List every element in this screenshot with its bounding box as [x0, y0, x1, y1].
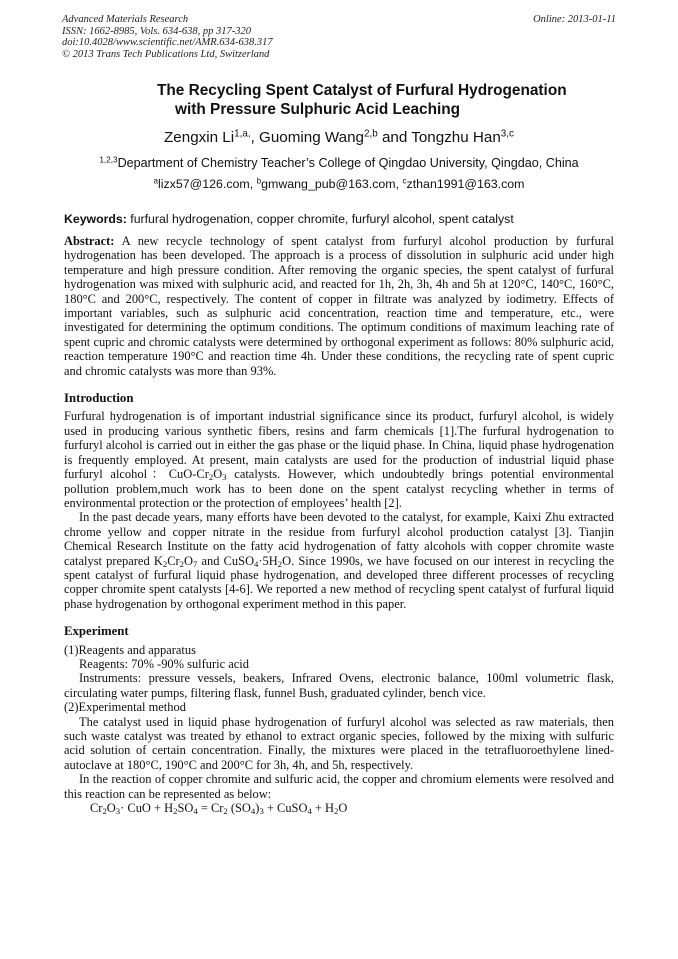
equation-term: O	[338, 801, 348, 816]
subscript: 4	[250, 806, 256, 817]
text-run: O. Since 1990s, we have focused on our interest in recycling the spent catalyst of furfural liquid phase hydrogenation, and developed three different processes of recycling copper chromite spent catalysts [4-6]. We reported a new method of recycling spent catalyst of furfural liquid phase hydrogenation by orthogonal experiment method in this paper.	[64, 553, 614, 611]
journal-name: Advanced Materials Research	[62, 14, 189, 25]
author-emails	[0, 177, 678, 191]
affiliation	[0, 156, 678, 170]
introduction-paragraph-2	[64, 510, 614, 611]
experiment-item-2: (2)Experimental method	[64, 700, 186, 715]
subscript: 4	[193, 806, 198, 817]
experiment-paragraph-2: In the reaction of copper chromite and sulfuric acid, the copper and chromium elements were resolved and this reaction can be represented as below:	[64, 772, 614, 801]
text-run: O	[213, 467, 223, 482]
introduction-heading: Introduction	[64, 391, 134, 406]
text-run: O	[183, 553, 193, 568]
paper-body	[64, 234, 614, 815]
title-line-1: The Recycling Spent Catalyst of Furfural Hydrogenation	[157, 82, 567, 99]
introduction-paragraph-1	[64, 409, 614, 510]
journal-header	[62, 14, 616, 60]
text-run: In the past decade years, many efforts have been devoted to the catalyst, for example, Kaixi Zhu extracted chrome yellow and copper nitrate in the residue from furfuryl alcohol production catalyst [3]. Tianjin Chemical Research Institute on the fatty acid hydrogenation of fatty alcohols with copper chromite waste catalyst prepared K	[64, 510, 614, 568]
keywords	[64, 212, 616, 226]
subscript: 2	[334, 806, 339, 817]
abstract-label: Abstract:	[64, 234, 115, 248]
subscript: 3	[115, 806, 121, 817]
reaction-equation	[64, 801, 614, 815]
subscript: 2	[179, 558, 184, 569]
text-run: Furfural hydrogenation is of important industrial significance since its product, furfuryl alcohol, is widely used in producing various synthetic fibers, resins and farm chemicals [1].The furfural hydrogenation to furfuryl alcohol is carried out in either the gas phase or the liquid phase. In China, liquid phase hydrogenation is frequently employed. At present, main catalysts are used for the production of industrial liquid phase furfuryl alcohol：CuO-Cr	[64, 409, 614, 482]
author-superscript: 1,a,	[234, 128, 251, 140]
copyright-line: © 2013 Trans Tech Publications Ltd, Switzerland	[62, 48, 270, 60]
subscript: 4	[254, 558, 259, 569]
equation-term: + H	[311, 801, 335, 816]
doi-line: doi:10.4028/www.scientific.net/AMR.634-638.317	[62, 37, 273, 49]
author-name: Guoming Wang	[259, 129, 365, 146]
author-superscript: 3,c	[500, 128, 514, 140]
author-separator: and	[377, 129, 412, 146]
subscript: 2	[208, 472, 214, 483]
email-superscript: a	[153, 176, 158, 186]
author-list	[0, 129, 678, 146]
text-run: ·5H	[258, 553, 278, 568]
author-separator: ,	[250, 129, 260, 146]
subscript: 2	[173, 806, 178, 817]
subscript: 2	[223, 806, 228, 817]
email-link[interactable]: gmwang_pub@163.com,	[261, 177, 403, 191]
abstract	[64, 234, 614, 378]
experiment-heading: Experiment	[64, 624, 129, 639]
experiment-item-1: (1)Reagents and apparatus	[64, 642, 196, 657]
keywords-text: furfural hydrogenation, copper chromite, furfuryl alcohol, spent catalyst	[126, 212, 514, 226]
online-date: Online: 2013-01-11	[533, 14, 616, 25]
instruments-line: Instruments: pressure vessels, beakers, Infrared Ovens, electronic balance, 100ml volumetric flask, circulating water pumps, filtering flask, funnel Bush, graduated cylinder, bench vice.	[64, 671, 614, 700]
text-run: catalysts. However, which undoubtedly brings potential environmental pollution problem,much work has to been done on the spent catalyst recycling whether in terms of environmental protection or the protection of employees’ health [2].	[64, 467, 614, 510]
author-superscript: 2,b	[364, 128, 378, 140]
equation-term: + CuSO	[263, 801, 308, 816]
subscript: 7	[192, 558, 198, 569]
title-line-2: with Pressure Sulphuric Acid Leaching	[175, 101, 461, 118]
author-name: Tongzhu Han	[411, 129, 501, 146]
equation-term: (SO	[227, 801, 251, 816]
paper-title	[62, 81, 616, 119]
equation-term: = Cr	[197, 801, 224, 816]
email-link[interactable]: zthan1991@163.com	[406, 177, 525, 191]
email-superscript: b	[256, 176, 262, 186]
email-link[interactable]: lizx57@126.com,	[157, 177, 257, 191]
equation-term: SO	[177, 801, 194, 816]
subscript: 2	[162, 558, 168, 569]
reagents-line: Reagents: 70% -90% sulfuric acid	[79, 656, 249, 671]
email-superscript: c	[402, 176, 407, 186]
subscript: 3	[259, 806, 264, 817]
equation-term: · CuO + H	[120, 801, 174, 816]
equation-term: O	[106, 801, 116, 816]
keywords-label: Keywords:	[64, 212, 127, 226]
experiment-paragraph-1: The catalyst used in liquid phase hydrogenation of furfuryl alcohol was selected as raw materials, then such waste catalyst was treated by ethanol to extract organic species, followed by the mixing with sulfuric acid solution of certain concentration. Finally, the mixtures were placed in the tetrafluoroethylene lined-autoclave at 180°C, 190°C and 200°C for 3h, 4h, and 5h, respectively.	[64, 714, 614, 772]
affiliation-superscript: 1,2,3	[99, 155, 118, 165]
subscript: 3	[222, 472, 227, 483]
equation-term: )	[255, 801, 260, 816]
affiliation-text: Department of Chemistry Teacher’s College of Qingdao University, Qingdao, China	[117, 156, 579, 170]
text-run: and CuSO	[197, 553, 255, 568]
author-name: Zengxin Li	[164, 129, 235, 146]
subscript: 4	[307, 806, 312, 817]
issn-line: ISSN: 1662-8985, Vols. 634-638, pp 317-320	[62, 25, 251, 37]
subscript: 2	[102, 806, 107, 817]
subscript: 2	[277, 558, 283, 569]
abstract-text: A new recycle technology of spent catalyst from furfuryl alcohol production by furfural hydrogenation has been developed. The approach is a process of dissolution in sulphuric acid under high temperature and high pressure condition. After removing the organic species, the spent catalyst of furfural hydrogenation was mixed with sulphuric acid, and reacted for 1h, 2h, 3h, 4h and 5h at 120°C, 140°C, 160°C, 180°C and 200°C, respectively. The content of copper in filtrate was analyzed by iodimetry. Effects of important variables, such as sulphuric acid concentration, reaction time and temperature, etc., were investigated for determining the optimum conditions. The optimum conditions of maximum leaching rate of spent cupric and chromic catalysts were determined by orthogonal experiment as follows: 80% sulphuric acid, reaction temperature 190°C and reaction time 4h. Under these conditions, the recycling rate of spent cupric and chromic catalysts was more than 93%.	[64, 234, 614, 378]
text-run: Cr	[167, 553, 180, 568]
equation-term: Cr	[90, 801, 103, 816]
